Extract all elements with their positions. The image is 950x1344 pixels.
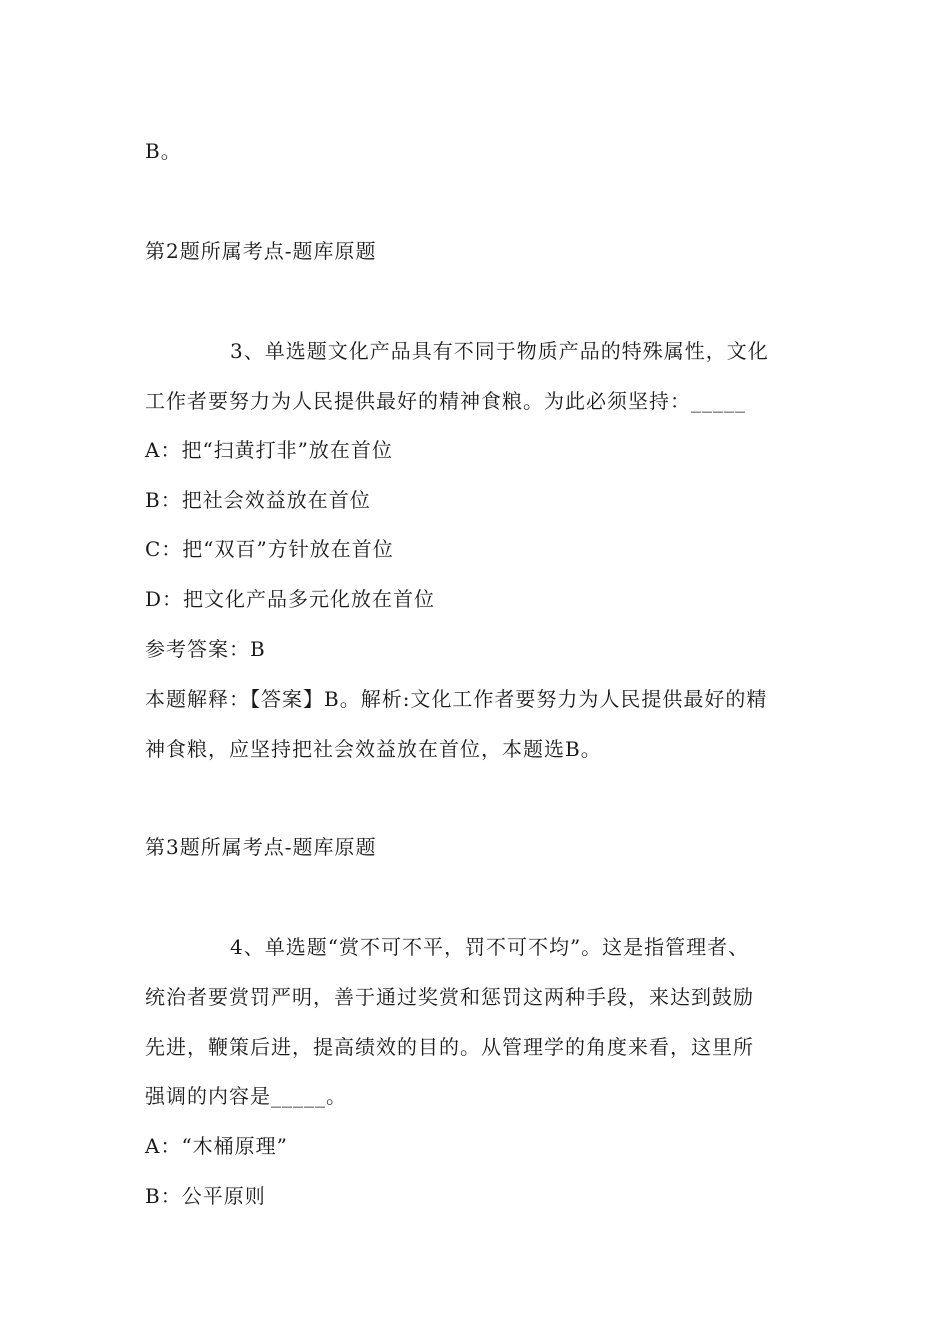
question-4-option-a: A：“木桶原理” [145, 1134, 288, 1158]
answer-fragment: B。 [145, 139, 182, 163]
question-4-stem-line-1: 4、单选题“赏不可不平，罚不可不均”。这是指管理者、 [230, 935, 750, 959]
question-4-stem-line-4: 强调的内容是_____。 [145, 1084, 347, 1108]
topic-heading-q3: 第3题所属考点-题库原题 [145, 835, 377, 859]
question-3-answer: 参考答案：B [145, 637, 266, 661]
question-4-stem-line-2: 统治者要赏罚严明，善于通过奖赏和惩罚这两种手段，来达到鼓励 [145, 985, 754, 1009]
question-3-explanation-line-1: 本题解释：【答案】B。解析:文化工作者要努力为人民提供最好的精 [145, 687, 768, 711]
question-4-option-b: B：公平原则 [145, 1184, 266, 1208]
question-3-stem-line-2: 工作者要努力为人民提供最好的精神食粮。为此必须坚持：_____ [145, 389, 746, 413]
topic-heading-q2: 第2题所属考点-题库原题 [145, 239, 377, 263]
question-3-option-d: D：把文化产品多元化放在首位 [145, 587, 436, 611]
question-3-option-b: B：把社会效益放在首位 [145, 488, 371, 512]
question-3-explanation-line-2: 神食粮，应坚持把社会效益放在首位，本题选B。 [145, 737, 602, 761]
question-3-option-a: A：把“扫黄打非”放在首位 [145, 438, 393, 462]
question-3-stem-line-1: 3、单选题文化产品具有不同于物质产品的特殊属性，文化 [230, 339, 769, 363]
question-3-option-c: C：把“双百”方针放在首位 [145, 537, 394, 561]
question-4-stem-line-3: 先进，鞭策后进，提高绩效的目的。从管理学的角度来看，这里所 [145, 1035, 754, 1059]
